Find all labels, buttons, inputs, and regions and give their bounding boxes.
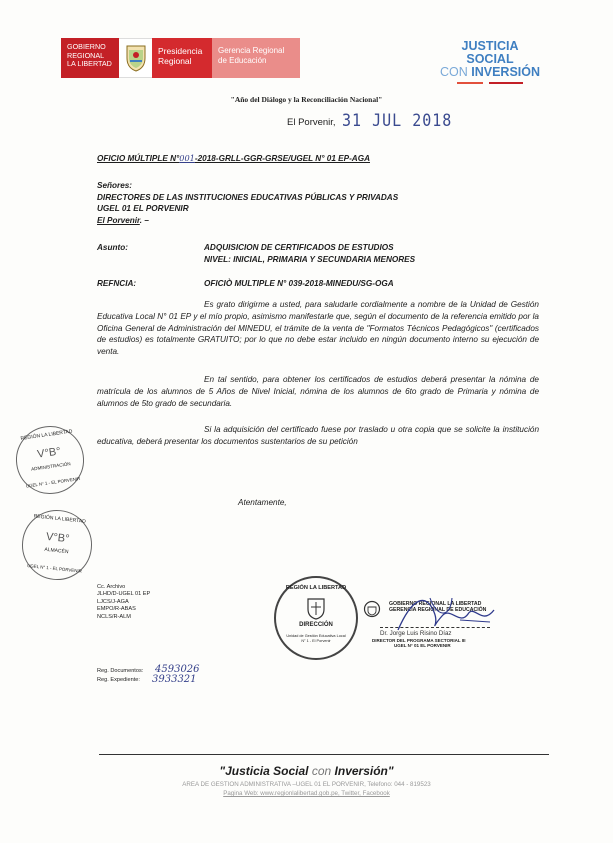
- referencia-label: REFNCIA:: [97, 279, 137, 288]
- stamp-almacen: [19, 507, 96, 584]
- direccion-shield-icon: [307, 598, 325, 620]
- recipient-city-suffix: . –: [139, 215, 149, 225]
- oficio-prefix: OFICIO MÚLTIPLE N°: [97, 154, 180, 163]
- signer-title: [372, 638, 466, 649]
- stamp-text: REGIÓN LA LIBERTAD: [20, 428, 73, 442]
- footer-title-con: con: [311, 764, 332, 778]
- paragraph-1: Es grato dirigirme a usted, para saludarle cordialmente a nombre de la Unidad de Gestión Educativa Local N° 01 EP y el mío propio, asimismo manifestarle que, según el documento de la referencia emitido por la Oficina General de Administración del MINEDU, el trámite de la venta de "Formatos Técnicos Pedagógicos" (certificados de estudios) es totalmente GRATUITO; por lo que no debe estar incluido en ningún documento interno su ejecución de venta.: [97, 300, 539, 357]
- sig-emblem-icon: [363, 600, 381, 618]
- justicia-social-logo: [438, 40, 542, 85]
- stamp-text: V°B°: [45, 530, 71, 546]
- presidencia-line: Presidencia: [158, 46, 203, 56]
- sig-line: GOBIERNO REGIONAL LA LIBERTAD: [389, 601, 482, 607]
- footer-title-a: "Justicia Social: [219, 764, 309, 778]
- stamp-text: REGIÓN LA LIBERTAD: [33, 513, 87, 525]
- presidencia-line: Regional: [158, 56, 192, 66]
- asunto-line: ADQUISICION DE CERTIFICADOS DE ESTUDIOS: [204, 243, 394, 252]
- cc-item: LJCS/J-AGA: [97, 598, 129, 605]
- recipient-line: UGEL 01 EL PORVENIR: [97, 204, 189, 214]
- stamp-text: ALMACÉN: [44, 546, 69, 556]
- stamp-text: REGIÓN LA LIBERTAD: [285, 585, 347, 591]
- reg-expediente-label: Reg. Expediente:: [97, 677, 140, 683]
- asunto-value: [204, 242, 415, 265]
- year-motto: "Año del Diálogo y la Reconciliación Nacional": [230, 95, 383, 104]
- stamp-text: DIRECCIÓN: [299, 622, 333, 628]
- stamp-text: UGEL N° 1 - EL PORVENIR: [25, 475, 81, 489]
- logo-underline-icon: [455, 80, 525, 85]
- coat-of-arms-icon: [125, 44, 147, 72]
- footer-title-b: Inversión": [334, 764, 394, 778]
- footer-divider: [99, 754, 549, 755]
- footer-web[interactable]: Pagina Web: www.regionlalibertad.gob.pe, Twitter, Facebook: [223, 790, 390, 797]
- cc-item: JLHD/D-UGEL 01 EP: [97, 591, 151, 598]
- cc-item: NCLS/R-ALM: [97, 613, 131, 620]
- gobierno-line: GOBIERNO: [67, 42, 106, 51]
- con-text: CON: [439, 65, 468, 79]
- gobierno-line: REGIONAL: [67, 50, 105, 60]
- justicia-social-text: JUSTICIA SOCIAL: [461, 39, 519, 66]
- sig-line: GERENCIA REGIONAL DE EDUCACIÓN: [389, 607, 487, 613]
- stamp-text: ADMINISTRACIÓN: [30, 461, 71, 472]
- cc-item: EMPO/R-ABAS: [97, 606, 136, 613]
- footer-title: [0, 764, 613, 778]
- stamp-text: UGEL N° 1 - EL PORVENIR: [27, 563, 83, 574]
- oficio-handwritten-number: 001: [179, 153, 195, 163]
- paragraph-3: Si la adquisición del certificado fuese por traslado u otra copia que se solicite la institución educativa, deberá presentar los documentos sustentarios de su petición: [97, 425, 539, 446]
- cc-list: [97, 584, 150, 621]
- stamp-text: V°B°: [36, 445, 62, 461]
- footer-address: AREA DE GESTION ADMINISTRATIVA –UGEL 01 EL PORVENIR, Telefono: 044 - 819523: [182, 781, 431, 788]
- gobierno-line: LA LIBERTAD: [67, 59, 112, 68]
- signature-line: [380, 627, 490, 628]
- gerencia-regional-block: [212, 38, 300, 78]
- recipient-block: [97, 180, 398, 226]
- regional-shield: [119, 38, 152, 78]
- paragraph-2: En tal sentido, para obtener los certificados de estudios deberá presentar la nómina de matrícula de los alumnos de 5 Años de Nivel Inicial, nómina de los alumnos de 6to grado de Primaria y nómina de alumnos de 5to grado de secundaria.: [97, 375, 539, 408]
- signer-title-line: UGEL N° 01 EL PORVENIR: [394, 643, 451, 649]
- reg-documentos-label: Reg. Documentos:: [97, 668, 144, 674]
- presidencia-regional-block: [152, 38, 212, 78]
- gobierno-regional-block: [61, 38, 119, 78]
- reg-documentos-value: 4593026: [155, 664, 200, 675]
- stamp-direccion: [274, 576, 358, 660]
- asunto-label: Asunto:: [97, 243, 128, 252]
- gerencia-line: de Educación: [218, 56, 267, 65]
- recipient-line: DIRECTORES DE LAS INSTITUCIONES EDUCATIVAS PÚBLICAS Y PRIVADAS: [97, 192, 399, 202]
- signer-title-line: DIRECTOR DEL PROGRAMA SECTORIAL III: [372, 638, 466, 643]
- stamp-text: Unidad de Gestión Educativa Local N° 1 - El Porvenir: [286, 634, 346, 643]
- inversion-text: INVERSIÓN: [471, 65, 541, 79]
- gerencia-line: Gerencia Regional: [218, 46, 285, 55]
- oficio-number: [97, 153, 370, 165]
- signer-name: Dr. Jorge Luis Risino Díaz: [380, 630, 452, 637]
- referencia-value: OFICIÒ MULTIPLE N° 039-2018-MINEDU/SG-OGA: [204, 279, 394, 288]
- recipient-salutation: Señores:: [97, 181, 133, 190]
- asunto-line: NIVEL: INICIAL, PRIMARIA Y SECUNDARIA MENORES: [204, 254, 416, 264]
- oficio-suffix: -2018-GRLL-GGR-GRSE/UGEL N° 01 EP-AGA: [194, 154, 370, 163]
- recipient-city: El Porvenir: [97, 215, 140, 225]
- date-stamp: 31 JUL 2018: [342, 109, 453, 131]
- reg-expediente-value: 3933321: [152, 674, 197, 685]
- date-city: El Porvenir,: [287, 117, 336, 128]
- stamp-administracion: [12, 422, 89, 499]
- closing: Atentamente,: [238, 498, 287, 507]
- cc-item: Cc. Archivo: [97, 584, 126, 590]
